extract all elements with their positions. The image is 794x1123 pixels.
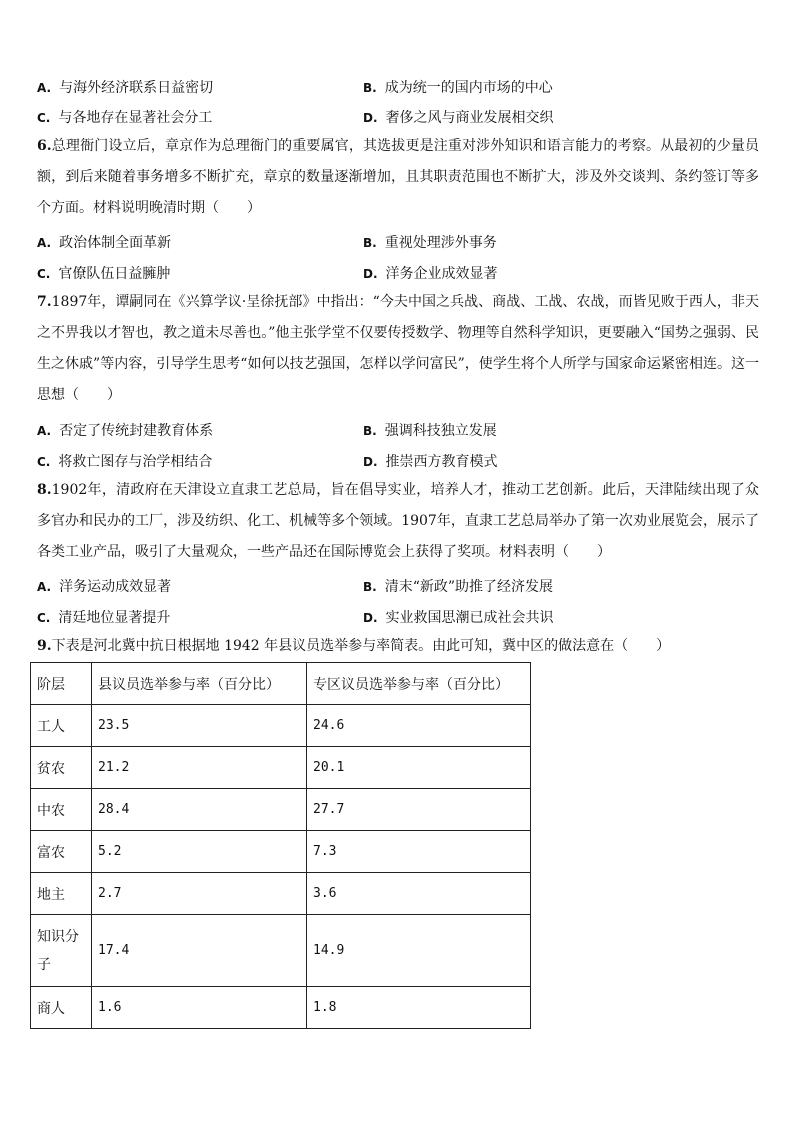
q7-option-a[interactable] [37, 420, 213, 440]
option-label: C. [37, 111, 51, 125]
q5-option-a[interactable] [37, 77, 213, 97]
table-cell: 商人 [31, 987, 92, 1029]
option-text: 与各地存在显著社会分工 [58, 110, 213, 126]
table-cell: 2.7 [92, 873, 307, 915]
option-text: 否定了传统封建教育体系 [59, 423, 214, 439]
option-text: 重视处理涉外事务 [384, 235, 497, 251]
table-cell: 21.2 [92, 747, 307, 789]
option-text: 强调科技独立发展 [384, 423, 497, 439]
table-cell: 3.6 [307, 873, 531, 915]
q6-option-b[interactable] [363, 232, 497, 252]
option-label: B. [363, 424, 377, 438]
table-cell: 7.3 [307, 831, 531, 873]
table-header-cell: 县议员选举参与率（百分比） [92, 663, 307, 705]
table-cell: 知识分子 [31, 915, 92, 987]
table-row [31, 705, 531, 747]
q6-stem [37, 131, 759, 224]
table-header-cell: 专区议员选举参与率（百分比） [307, 663, 531, 705]
option-text: 洋务运动成效显著 [59, 579, 172, 595]
table-cell: 地主 [31, 873, 92, 915]
table-cell: 27.7 [307, 789, 531, 831]
option-label: A. [37, 424, 52, 438]
option-label: D. [363, 611, 378, 625]
table-header-row [31, 663, 531, 705]
option-text: 与海外经济联系日益密切 [59, 80, 214, 96]
q5-option-d[interactable] [363, 107, 554, 127]
table-cell: 14.9 [307, 915, 531, 987]
participation-table [30, 662, 531, 1029]
option-text: 成为统一的国内市场的中心 [384, 80, 553, 96]
option-text: 奢侈之风与商业发展相交织 [385, 110, 554, 126]
q8-option-a[interactable] [37, 576, 171, 596]
table-cell: 富农 [31, 831, 92, 873]
option-text: 政治体制全面革新 [59, 235, 172, 251]
option-label: A. [37, 81, 52, 95]
question-number: 9. [37, 638, 52, 654]
option-label: D. [363, 111, 378, 125]
question-text: 1902年，清政府在天津设立直隶工艺总局，旨在倡导实业，培养人才，推动工艺创新。此后，天津陆续出现了众多官办和民办的工厂，涉及纺织、化工、机械等多个领域。1907年，直隶工艺总局举办了第一次劝业展览会，展示了各类工业产品，吸引了大量观众，一些产品还在国际博览会上获得了奖项。材料表明（ ） [37, 482, 759, 560]
table-row [31, 747, 531, 789]
option-label: B. [363, 236, 377, 250]
option-text: 将救亡图存与治学相结合 [58, 454, 213, 470]
q6-option-d[interactable] [363, 263, 498, 283]
question-number: 8. [37, 482, 52, 498]
table-cell: 20.1 [307, 747, 531, 789]
option-text: 推崇西方教育模式 [385, 454, 498, 470]
table-row [31, 873, 531, 915]
option-label: A. [37, 236, 52, 250]
q7-option-d[interactable] [363, 451, 498, 471]
q6-option-c[interactable] [37, 263, 170, 283]
table-cell: 23.5 [92, 705, 307, 747]
option-label: D. [363, 267, 378, 281]
option-label: D. [363, 455, 378, 469]
q8-stem [37, 475, 759, 568]
question-number: 6. [37, 138, 52, 154]
table-cell: 工人 [31, 705, 92, 747]
table-cell: 贫农 [31, 747, 92, 789]
table-cell: 1.8 [307, 987, 531, 1029]
table-row [31, 987, 531, 1029]
option-text: 洋务企业成效显著 [385, 266, 498, 282]
q8-option-b[interactable] [363, 576, 553, 596]
table-row [31, 915, 531, 987]
q6-option-a[interactable] [37, 232, 171, 252]
option-text: 清廷地位显著提升 [58, 610, 171, 626]
q7-option-b[interactable] [363, 420, 497, 440]
q7-stem [37, 287, 759, 411]
table-header-cell: 阶层 [31, 663, 92, 705]
option-text: 清末“新政”助推了经济发展 [384, 579, 554, 595]
table-cell: 24.6 [307, 705, 531, 747]
table-cell: 17.4 [92, 915, 307, 987]
table-row [31, 789, 531, 831]
q5-option-c[interactable] [37, 107, 212, 127]
question-text: 下表是河北冀中抗日根据地 1942 年县议员选举参与率简表。由此可知，冀中区的做法意在（ ） [51, 638, 671, 654]
option-text: 官僚队伍日益臃肿 [58, 266, 171, 282]
table-cell: 28.4 [92, 789, 307, 831]
option-label: A. [37, 580, 52, 594]
table-cell: 1.6 [92, 987, 307, 1029]
question-number: 7. [37, 294, 52, 310]
option-label: C. [37, 611, 51, 625]
q8-option-c[interactable] [37, 607, 170, 627]
q9-stem [37, 631, 759, 662]
option-text: 实业救国思潮已成社会共识 [385, 610, 554, 626]
table-cell: 中农 [31, 789, 92, 831]
option-label: C. [37, 267, 51, 281]
question-text: 1897年，谭嗣同在《兴算学议·呈徐抚部》中指出：“今夫中国之兵战、商战、工战、农战，而皆见败于西人，非天之不畀我以才智也，教之道未尽善也。”他主张学堂不仅要传授数学、物理等自然科学知识，更要融入“国势之强弱、民生之休戚”等内容，引导学生思考“如何以技艺强国，怎样以学问富民”，使学生将个人所学与国家命运紧密相连。这一思想（ ） [37, 294, 759, 403]
option-label: B. [363, 580, 377, 594]
q5-option-b[interactable] [363, 77, 553, 97]
q7-option-c[interactable] [37, 451, 212, 471]
option-label: C. [37, 455, 51, 469]
option-label: B. [363, 81, 377, 95]
table-cell: 5.2 [92, 831, 307, 873]
q8-option-d[interactable] [363, 607, 554, 627]
question-text: 总理衙门设立后，章京作为总理衙门的重要属官，其选拔更是注重对涉外知识和语言能力的考察。从最初的少量员额，到后来随着事务增多不断扩充，章京的数量逐渐增加，且其职责范围也不断扩大，涉及外交谈判、条约签订等多个方面。材料说明晚清时期（ ） [37, 138, 759, 216]
table-row [31, 831, 531, 873]
